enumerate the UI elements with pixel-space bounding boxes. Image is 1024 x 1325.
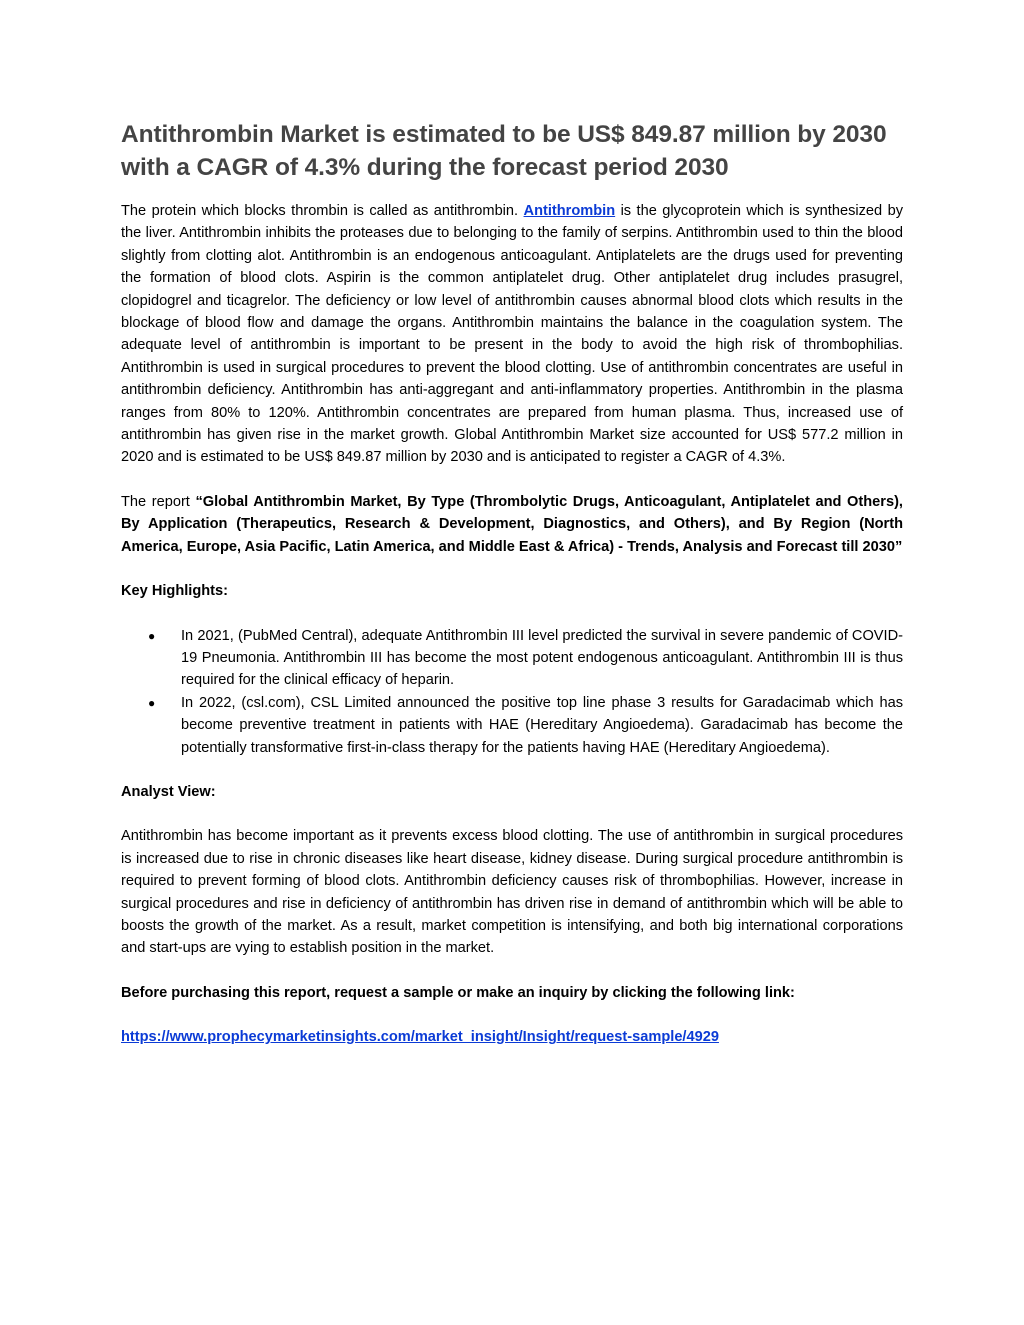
spacer: [121, 558, 903, 580]
spacer: [121, 759, 903, 781]
spacer: [121, 960, 903, 982]
key-highlights-list: [121, 625, 903, 759]
report-prefix: The report: [121, 493, 196, 510]
request-sample-link[interactable]: https://www.prophecymarketinsights.com/market_insight/Insight/request-sample/4929: [121, 1029, 719, 1046]
page-title: Antithrombin Market is estimated to be US$ 849.87 million by 2030 with a CAGR of 4.3% during the forecast period 2030: [121, 121, 887, 181]
spacer: [121, 1004, 903, 1026]
intro-paragraph: [121, 200, 903, 469]
analyst-view-paragraph: Antithrombin has become important as it prevents excess blood clotting. The use of antithrombin in surgical procedures is increased due to rise in chronic diseases like heart disease, kidney disease. During surgical procedure antithrombin is required to prevent forming of blood clots. Antithrombin deficiency causes risk of thrombophilias. However, increase in surgical procedures and rise in deficiency of antithrombin has driven rise in demand of antithrombin which will be able to boosts the growth of the market. As a result, market competition is intensifying, and both big international corporations and start-ups are vying to establish position in the market.: [121, 828, 903, 957]
highlight-item: [121, 692, 903, 759]
bullet-icon: ●: [148, 628, 156, 643]
report-title: “Global Antithrombin Market, By Type (Thrombolytic Drugs, Anticoagulant, Antiplatelet and Others), By Application (Therapeutics, Research & Development, Diagnostics, and Others), and By Region (North America, Europe, Asia Pacific, Latin America, and Middle East & Africa) - Trends, Analysis and Forecast till 2030”: [121, 493, 903, 555]
key-highlights-heading: Key Highlights:: [121, 583, 229, 600]
document-page: [121, 118, 903, 1049]
spacer: [121, 603, 903, 625]
report-paragraph: [121, 491, 903, 558]
highlight-text: In 2021, (PubMed Central), adequate Antithrombin III level predicted the survival in severe pandemic of COVID-19 Pneumonia. Antithrombin III has become the most potent endogenous anticoagulant. Antithrombin III is thus required for the clinical efficacy of heparin.: [181, 627, 903, 689]
highlight-item: [121, 625, 903, 692]
intro-text-before-link: The protein which blocks thrombin is called as antithrombin.: [121, 203, 524, 219]
highlight-text: In 2022, (csl.com), CSL Limited announced the positive top line phase 3 results for Garadacimab which has become preventive treatment in patients with HAE (Hereditary Angioedema). Garadacimab has become the potentially transformative first-in-class therapy for the patients having HAE (Hereditary Angioedema).: [181, 694, 903, 756]
intro-text-after-link: is the glycoprotein which is synthesized by the liver. Antithrombin inhibits the proteases due to belonging to the family of serpins. Antithrombin used to thin the blood slightly from clotting alot. Antithrombin is an endogenous anticoagulant. Antiplatelets are the drugs used for preventing the formation of blood clots. Aspirin is the common antiplatelet drug. Other antiplatelet drug includes prasugrel, clopidogrel and ticagrelor. The deficiency or low level of antithrombin causes abnormal blood clots which results in the blockage of blood flow and damage the organs. Antithrombin maintains the balance in the coagulation system. The adequate level of antithrombin is important to be present in the body to avoid the high risk of thrombophilias. Antithrombin is used in surgical procedures to prevent the blood clotting. Use of antithrombin concentrates are useful in antithrombin deficiency. Antithrombin has anti-aggregant and anti-inflammatory properties. Antithrombin in the plasma ranges from 80% to 120%. Antithrombin concentrates are prepared from human plasma. Thus, increased use of antithrombin has given rise in the market growth. Global Antithrombin Market size accounted for US$ 577.2 million in 2020 and is estimated to be US$ 849.87 million by 2030 and is anticipated to register a CAGR of 4.3%.: [121, 203, 903, 466]
spacer: [121, 469, 903, 491]
antithrombin-link[interactable]: Antithrombin: [523, 203, 616, 219]
cta-text: Before purchasing this report, request a sample or make an inquiry by clicking the following link:: [121, 984, 795, 1001]
analyst-view-heading: Analyst View:: [121, 783, 216, 800]
bullet-icon: ●: [148, 695, 156, 710]
spacer: [121, 803, 903, 825]
